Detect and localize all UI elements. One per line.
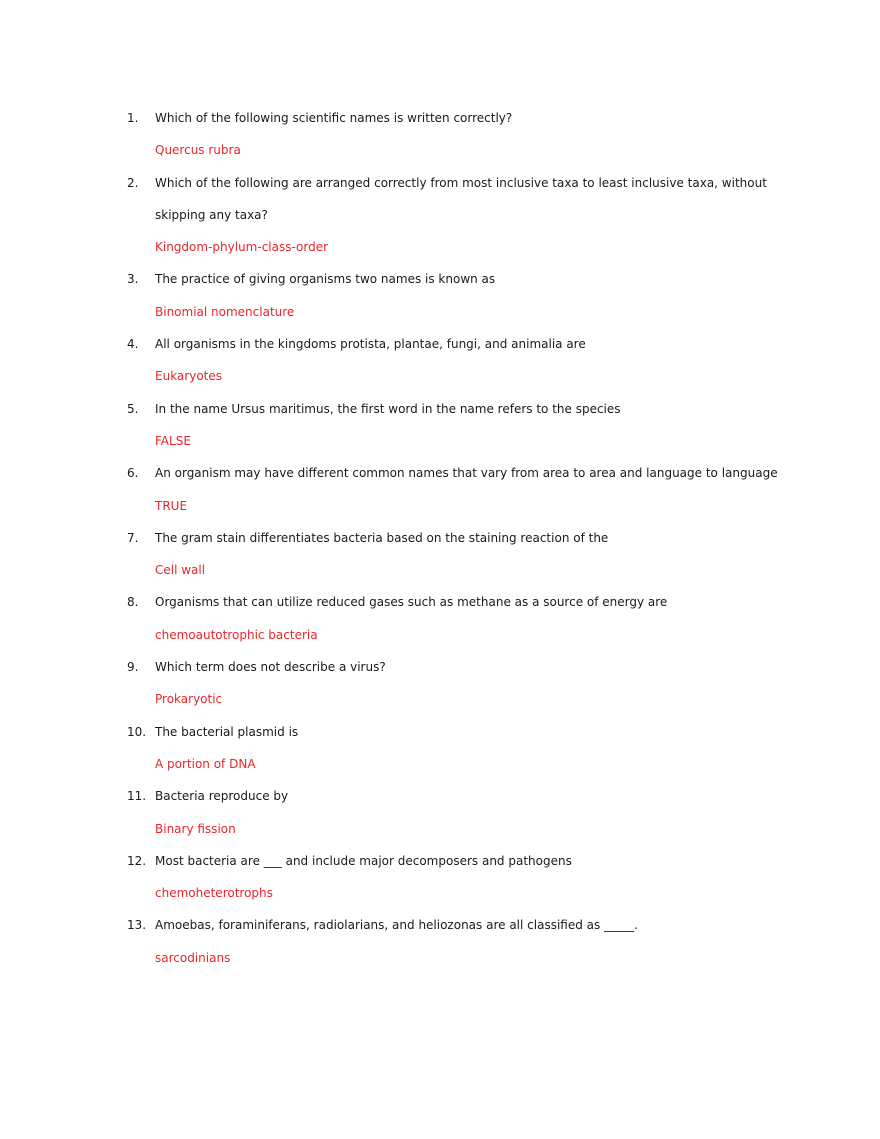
question-text: Which of the following are arranged correctly from most inclusive taxa to least inclusive taxa, without	[155, 175, 767, 190]
question-number: 10.	[127, 724, 147, 739]
question-text: All organisms in the kingdoms protista, plantae, fungi, and animalia are	[155, 337, 586, 352]
question-item	[0, 851, 880, 916]
question-text: Bacteria reproduce by	[155, 789, 289, 804]
question-item	[0, 657, 880, 722]
question-item	[0, 269, 880, 334]
question-text: Organisms that can utilize reduced gases such as methane as a source of energy are	[155, 595, 668, 610]
question-line	[0, 173, 880, 205]
question-number: 2.	[127, 175, 139, 190]
answer-line	[0, 140, 880, 172]
question-item	[0, 173, 880, 270]
question-number: 7.	[127, 530, 139, 545]
answer-text: Kingdom-phylum-class-order	[155, 240, 329, 255]
question-item	[0, 528, 880, 593]
question-number: 13.	[127, 918, 147, 933]
question-text: In the name Ursus maritimus, the first word in the name refers to the species	[155, 401, 621, 416]
answer-text: sarcodinians	[155, 950, 231, 965]
answer-line	[0, 366, 880, 398]
question-line	[0, 592, 880, 624]
answer-text: Cell wall	[155, 563, 206, 578]
answer-text: Eukaryotes	[155, 369, 222, 384]
question-text: The practice of giving organisms two names is known as	[155, 272, 496, 287]
answer-text: chemoautotrophic bacteria	[155, 627, 318, 642]
answer-line	[0, 754, 880, 786]
question-text: Amoebas, foraminiferans, radiolarians, and heliozonas are all classified as _____.	[155, 918, 638, 933]
question-number: 12.	[127, 853, 147, 868]
question-line	[0, 399, 880, 431]
question-item	[0, 722, 880, 787]
question-text: An organism may have different common names that vary from area to area and language to language	[155, 466, 778, 481]
question-text: Most bacteria are ___ and include major decomposers and pathogens	[155, 853, 572, 868]
question-text: The bacterial plasmid is	[155, 724, 299, 739]
question-line	[0, 528, 880, 560]
answer-text: A portion of DNA	[155, 756, 256, 771]
question-number: 6.	[127, 466, 139, 481]
question-line	[0, 786, 880, 818]
question-number: 5.	[127, 401, 139, 416]
answer-line	[0, 689, 880, 721]
question-number: 3.	[127, 272, 139, 287]
question-item	[0, 786, 880, 851]
question-text: Which of the following scientific names is written correctly?	[155, 111, 513, 125]
question-number: 4.	[127, 337, 139, 352]
answer-text: TRUE	[155, 498, 188, 513]
answer-text: chemoheterotrophs	[155, 886, 273, 901]
answer-line	[0, 819, 880, 851]
question-line	[0, 463, 880, 495]
answer-line	[0, 496, 880, 528]
answer-text: Prokaryotic	[155, 692, 223, 707]
answer-line	[0, 625, 880, 657]
question-line	[0, 915, 880, 947]
answer-line	[0, 431, 880, 463]
question-number: 11.	[127, 789, 147, 804]
question-text: Which term does not describe a virus?	[155, 660, 386, 675]
answer-text: Binary fission	[155, 821, 236, 836]
question-line	[0, 722, 880, 754]
question-line	[0, 108, 880, 140]
question-list	[0, 108, 880, 980]
answer-line	[0, 237, 880, 269]
question-item	[0, 592, 880, 657]
question-line	[0, 269, 880, 301]
question-item	[0, 108, 880, 173]
question-number: 1.	[127, 111, 139, 125]
question-text: skipping any taxa?	[155, 207, 268, 222]
question-item	[0, 334, 880, 399]
answer-line	[0, 560, 880, 592]
question-number: 8.	[127, 595, 139, 610]
answer-line	[0, 302, 880, 334]
question-item	[0, 399, 880, 464]
answer-text: Quercus rubra	[155, 143, 241, 158]
question-text: The gram stain differentiates bacteria based on the staining reaction of the	[155, 530, 609, 545]
question-line	[0, 657, 880, 689]
question-number: 9.	[127, 660, 139, 675]
question-item	[0, 463, 880, 528]
answer-text: Binomial nomenclature	[155, 304, 295, 319]
answer-line	[0, 883, 880, 915]
question-line	[0, 334, 880, 366]
answer-text: FALSE	[155, 433, 191, 448]
question-line	[0, 205, 880, 237]
answer-line	[0, 948, 880, 980]
question-item	[0, 915, 880, 980]
question-line	[0, 851, 880, 883]
